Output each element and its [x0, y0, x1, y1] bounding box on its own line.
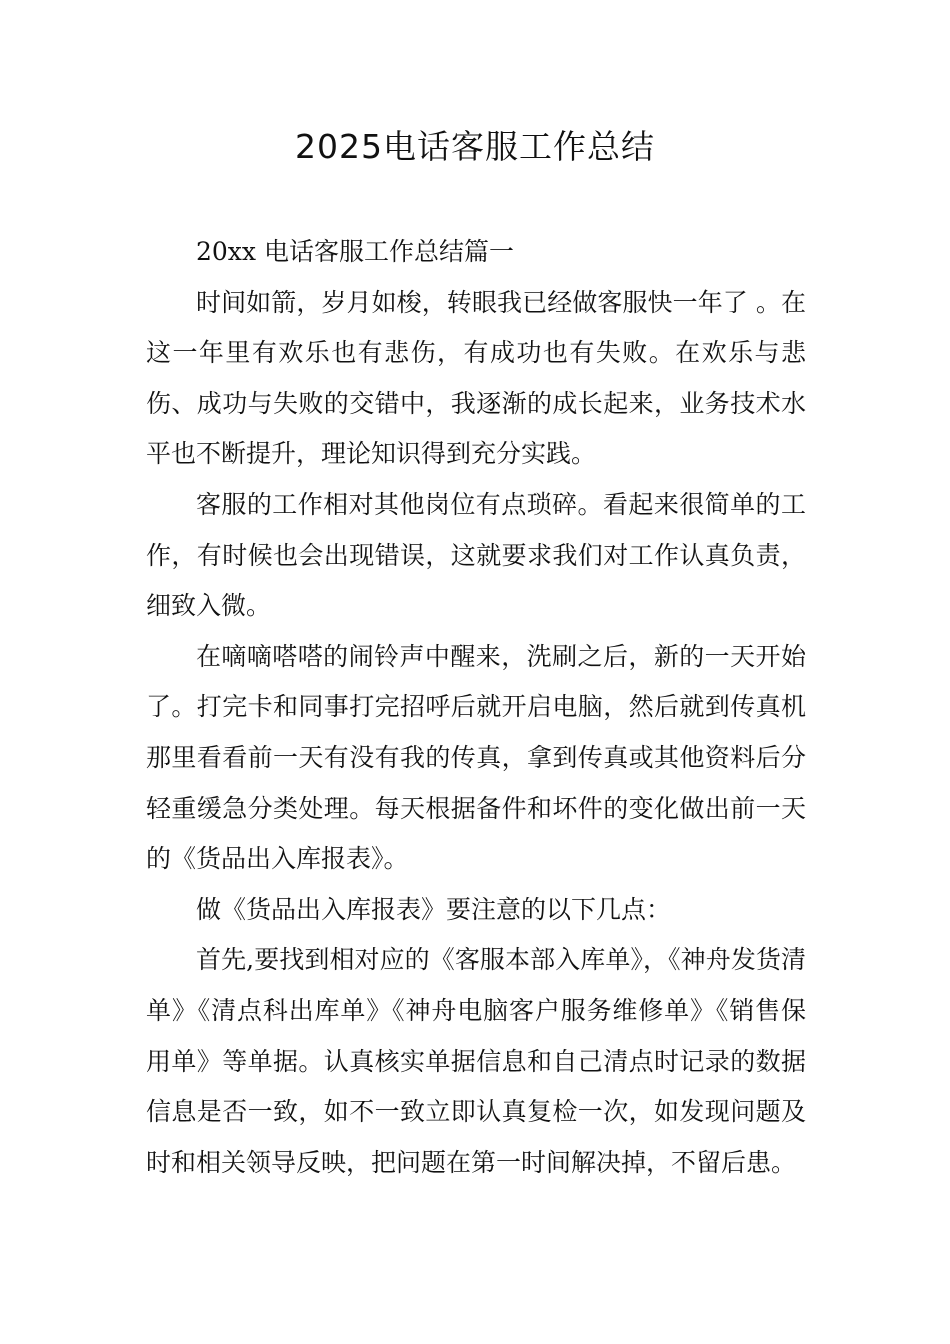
paragraph-first-point: 首先,要找到相对应的《客服本部入库单》，《神舟发货清单》《清点科出库单》《神舟电脑客户服务维修单》《销售保用单》等单据。认真核实单据信息和自己清点时记录的数据信息是否一致，如不一致立即认真复检一次，如发现问题及时和相关领导反映，把问题在第一时间解决掉，不留后患。: [146, 945, 806, 1177]
paragraph-daily-routine: 在嘀嘀嗒嗒的闹铃声中醒来，洗刷之后，新的一天开始了。打完卡和同事打完招呼后就开启电脑，然后就到传真机那里看看前一天有没有我的传真，拿到传真或其他资料后分轻重缓急分类处理。每天根据备件和坏件的变化做出前一天的《货品出入库报表》。: [146, 641, 806, 874]
paragraph-report-points: 做《货品出入库报表》要注意的以下几点：: [196, 894, 672, 924]
document-title: 2025电话客服工作总结: [295, 127, 655, 166]
paragraph-intro: 时间如箭，岁月如梭，转眼我已经做客服快一年了 。在这一年里有欢乐也有悲伤，有成功也有失败。在欢乐与悲伤、成功与失败的交错中，我逐渐的成长起来，业务技术水平也不断提升，理论知识得到充分实践。: [146, 287, 806, 469]
document-body: [146, 227, 806, 1188]
paragraph-work-nature: 客服的工作相对其他岗位有点琐碎。看起来很简单的工作，有时候也会出现错误，这就要求我们对工作认真负责，细致入微。: [146, 489, 806, 621]
section-heading: 20xx 电话客服工作总结篇一: [196, 237, 514, 266]
